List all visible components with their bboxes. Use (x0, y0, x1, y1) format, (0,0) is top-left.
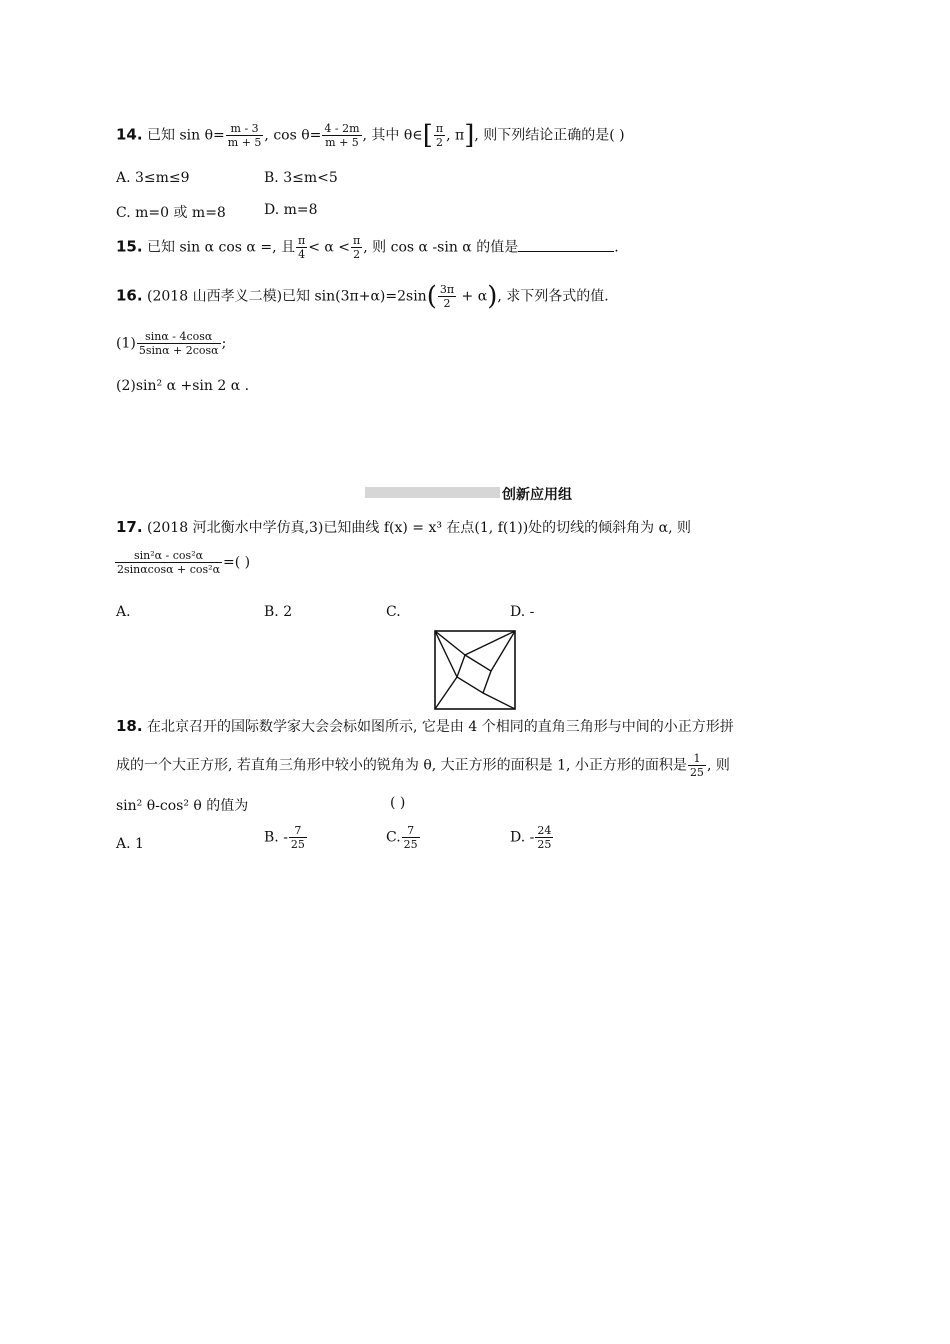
left-bracket-icon: [ (422, 120, 433, 151)
fraction-denominator: 2 (353, 248, 361, 261)
option-label: D. - (510, 829, 535, 846)
triangle-edge (435, 677, 457, 709)
subquestion-end: ; (221, 335, 227, 352)
right-bracket-icon: ] (464, 120, 475, 151)
q16-subquestion-2: (2)sin² α +sin 2 α . (116, 378, 250, 394)
triangle-edge (435, 631, 457, 677)
option-label: B. - (264, 829, 288, 846)
q14-interval-end: , π (446, 127, 465, 144)
answer-blank[interactable] (518, 239, 614, 252)
q15-stem-mid: , 且 (272, 239, 295, 256)
q17-expression (114, 549, 250, 576)
question-number: 15. (116, 237, 143, 256)
fraction-numerator: sinα - 4cosα (137, 330, 221, 344)
question-16 (116, 283, 609, 310)
pinwheel-square-figure (434, 630, 516, 710)
q14-fraction-sin (226, 122, 264, 149)
fraction-denominator: m + 5 (227, 136, 262, 149)
fraction-denominator: 4 (298, 248, 306, 261)
q15-end: . (614, 239, 619, 256)
fraction-numerator: 24 (537, 824, 552, 837)
inner-square (457, 655, 491, 693)
q14-option-d: D. m=8 (264, 202, 318, 218)
q18-option-a: A. 1 (116, 836, 144, 852)
q18-area-fraction (688, 752, 706, 779)
q18-stem-line1: 在北京召开的国际数学家大会会标如图所示, 它是由 4 个相同的直角三角形与中间的小正方形拼 (147, 719, 734, 735)
q18-answer-paren: ( ) (390, 795, 406, 811)
fraction-numerator: 1 (688, 752, 706, 766)
q17-option-d: D. - (510, 604, 535, 620)
q14-option-c: C. m=0 或 m=8 (116, 205, 226, 221)
q14-option-b: B. 3≤m<5 (264, 170, 338, 186)
fraction-numerator: 7 (402, 824, 420, 838)
q17-option-b: B. 2 (264, 604, 293, 620)
fraction-numerator: π (297, 234, 306, 247)
option-fraction (402, 824, 420, 851)
q15-inequality: < α < (308, 239, 351, 256)
q14-interval-start (434, 122, 445, 149)
option-fraction (535, 824, 553, 851)
q18-line2-post: , 则 (706, 757, 730, 774)
fraction-denominator: 25 (689, 766, 704, 779)
q17-fraction (115, 549, 222, 576)
q17-stem-line1: (2018 河北衡水中学仿真,3)已知曲线 f(x) = x³ 在点(1, f(1))处的切线的倾斜角为 α, 则 (147, 520, 691, 536)
q18-option-d (510, 824, 554, 851)
question-number: 14. (116, 125, 143, 144)
q16-fraction-angle (438, 283, 456, 310)
fraction-denominator: 5sinα + 2cosα (138, 344, 219, 357)
q14-stem-post1: , 其中 θ∈ (362, 127, 423, 144)
q18-stem-line2 (116, 752, 730, 779)
q16-subquestion-1 (116, 330, 226, 357)
fraction-denominator: 25 (537, 838, 552, 851)
q14-stem-pre: 已知 sin θ= (147, 127, 225, 144)
question-15 (116, 234, 619, 261)
fraction-numerator: π (435, 122, 444, 135)
q18-option-b (264, 824, 308, 851)
fraction-denominator: 2sinαcosα + cos²α (117, 563, 221, 576)
option-label: C. (386, 829, 401, 846)
fraction-numerator: m - 3 (226, 122, 264, 136)
q15-stem-pre: 已知 sin α cos α = (147, 239, 273, 256)
section-title: 创新应用组 (502, 487, 572, 503)
q14-stem-post2: , 则下列结论正确的是( ) (474, 127, 625, 144)
subquestion-label: (1) (116, 335, 136, 352)
fraction-numerator: 4 - 2m (324, 122, 360, 135)
fraction-denominator: 2 (435, 136, 443, 149)
q16-stem-post: , 求下列各式的值. (497, 288, 609, 305)
fraction-denominator: 25 (290, 838, 305, 851)
left-paren-icon: ( (426, 281, 437, 312)
fraction-numerator: 7 (289, 824, 307, 838)
triangle-edge (435, 631, 465, 655)
q18-line2-pre: 成的一个大正方形, 若直角三角形中较小的锐角为 θ, 大正方形的面积是 1, 小正方形的面积是 (116, 757, 687, 774)
q14-option-a: A. 3≤m≤9 (116, 170, 190, 186)
question-14 (116, 122, 625, 149)
q17-expression-end: =( ) (223, 554, 251, 571)
question-18 (116, 716, 734, 736)
outer-square (435, 631, 515, 709)
q15-fraction-lower (296, 234, 307, 261)
q15-fraction-upper (351, 234, 362, 261)
question-number: 17. (116, 518, 143, 536)
q17-option-a: A. (116, 604, 131, 620)
fraction-denominator: 2 (443, 297, 451, 310)
question-number: 18. (116, 717, 143, 735)
q17-option-c: C. (386, 604, 401, 620)
q16-angle-tail: + α (457, 288, 488, 305)
question-17 (116, 517, 691, 537)
question-number: 16. (116, 286, 143, 305)
q14-fraction-cos (322, 122, 361, 149)
q16-s1-fraction (137, 330, 221, 357)
fraction-denominator: m + 5 (325, 136, 359, 149)
fraction-numerator: sin²α - cos²α (115, 549, 222, 563)
triangle-edge (483, 693, 515, 709)
q18-stem-line3: sin² θ-cos² θ 的值为 (116, 798, 249, 814)
q14-stem-mid: , cos θ= (264, 127, 322, 144)
option-fraction (289, 824, 307, 851)
fraction-numerator: π (353, 234, 361, 247)
right-paren-icon: ) (487, 281, 498, 312)
q16-stem-pre: (2018 山西孝义二模)已知 sin(3π+α)=2sin (147, 288, 427, 305)
fraction-numerator: 3π (439, 283, 455, 296)
fraction-denominator: 25 (403, 838, 418, 851)
q15-stem-post: , 则 cos α -sin α 的值是 (363, 239, 519, 256)
section-bar (365, 487, 500, 498)
q18-option-c (386, 824, 421, 851)
